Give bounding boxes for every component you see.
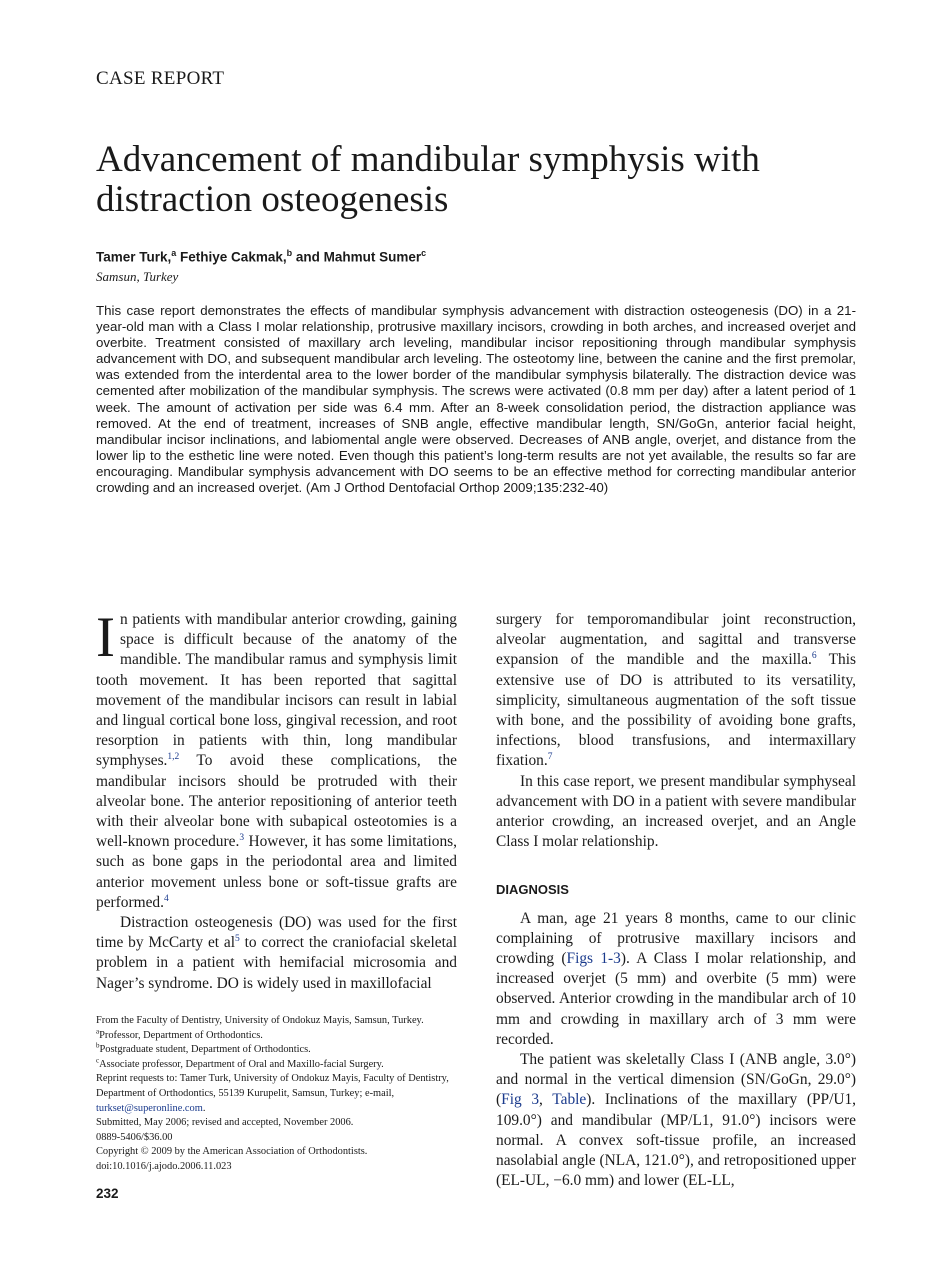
author-affiliation-mark: c <box>421 248 427 258</box>
citation-ref[interactable]: 4 <box>163 893 169 904</box>
citation-ref[interactable]: 1,2 <box>167 752 180 763</box>
footnote-reprint <box>96 1072 457 1116</box>
text-run: However, it has some limitations, such as bone gaps in the periodontal area and limited anterior movement unless bone or soft-tissue grafts are performed. <box>96 833 457 911</box>
footnote-text: Reprint requests to: Tamer Turk, University of Ondokuz Mayis, Faculty of Dentistry, Department of Orthodontics, 55139 Kurupelit, Samsun, Turkey; e-mail, <box>96 1073 449 1099</box>
figure-link[interactable]: Fig 3 <box>501 1091 540 1109</box>
paragraph-case-intro: In this case report, we present mandibular symphyseal advancement with DO in a patient with severe mandibular anterior crowding, an increased overjet, and an Angle Class I molar relationship. <box>496 772 856 851</box>
footnote-text: . <box>202 1102 206 1114</box>
author-name: Tamer Turk, <box>96 249 172 265</box>
table-link[interactable]: Table <box>552 1091 587 1109</box>
text-run: , <box>539 1091 553 1109</box>
text-run: to correct the craniofacial skeletal problem in a patient with hemifacial microsomia and Nager’s syndrome. DO is widely used in maxillofacial <box>96 934 457 992</box>
text-run: A man, age 21 years 8 months, came to our clinic complaining of protrusive maxillary incisors and crowding ( <box>496 909 856 968</box>
text-run: To avoid these complications, the mandibular incisors should be protruded with their alveolar bone. The anterior repositioning of anterior teeth with their alveolar bone with subapical osteotomies is a well-known procedure. <box>96 752 457 851</box>
paragraph-diagnosis <box>496 909 856 1050</box>
body-column-left <box>96 606 457 994</box>
section-label: CASE REPORT <box>96 68 225 89</box>
abstract: This case report demonstrates the effects of mandibular symphysis advancement with distraction osteogenesis (DO) in a 21-year-old man with a Class I molar relationship, protrusive maxillary incisors, crowding in both arches, and increased overjet and overbite. Treatment consisted of maxillary arch leveling, mandibular incisor repositioning through mandibular symphysis advancement with DO, and subsequent mandibular arch leveling. The osteotomy line, between the canine and the first premolar, was extended from the interdental area to the lower border of the mandibular symphysis bilaterally. The distraction device was cemented after mobilization of the mandibular symphysis. The screws were activated (0.8 mm per day) after a latent period of 1 week. The amount of activation per side was 6.4 mm. After an 8-week consolidation period, the distraction appliance was removed. At the end of treatment, increases of SNB angle, effective mandibular length, SN/GoGn, anterior facial height, mandibular incisor inclinations, and labiomental angle were observed. Decreases of ANB angle, overjet, and distance from the lower lip to the esthetic line were noted. Even though this patient’s long-term results are not yet available, the results so far are encouraging. Mandibular symphysis advancement with DO seems to be an effective method for correcting mandibular anterior crowding and an increased overjet. (Am J Orthod Dentofacial Orthop 2009;135:232-40) <box>96 303 856 496</box>
paragraph-skeletal <box>496 1050 856 1191</box>
footnote-text: Associate professor, Department of Oral and Maxillo-facial Surgery. <box>99 1058 384 1070</box>
citation-ref[interactable]: 6 <box>811 651 817 662</box>
text-run: ). Inclinations of the maxillary (PP/U1, 109.0°) and mandibular (MP/L1, 91.0°) incisors were normal. A convex soft-tissue profile, an increased nasolabial angle (NLA, 121.0°), and retropositioned upper (EL-UL, −6.0 mm) and lower (EL-LL, <box>496 1091 857 1190</box>
footnote-a <box>96 1029 457 1044</box>
text-run: ). A Class I molar relationship, and increased overjet (5 mm) and overbite (5 mm) were observed. Anterior crowding in the mandibular arch of 10 mm and crowding in maxillary arch of 3 mm were recorded. <box>496 950 856 1048</box>
author-affiliation-mark: a <box>171 248 177 258</box>
footnote-mark: c <box>96 1056 100 1065</box>
text-run: This extensive use of DO is attributed to its versatility, simplicity, simultaneous augmentation of the soft tissue with bone, and the possibility of avoiding bone grafts, infections, blood transfusions, and intermaxillary fixation. <box>496 651 857 770</box>
footnotes <box>96 1014 457 1175</box>
footnote-mark: b <box>96 1041 100 1050</box>
author-location: Samsun, Turkey <box>96 269 179 284</box>
footnote-c <box>96 1058 457 1073</box>
text-run: Distraction osteogenesis (DO) was used for the first time by McCarty et al <box>96 914 457 952</box>
footnote-text: Postgraduate student, Department of Orthodontics. <box>99 1044 311 1056</box>
footnote-doi: doi:10.1016/j.ajodo.2006.11.023 <box>96 1160 232 1172</box>
footnote-text: Professor, Department of Orthodontics. <box>99 1029 263 1041</box>
author-name: and Mahmut Sumer <box>292 249 422 265</box>
author-list <box>96 248 426 265</box>
footnote-mark: a <box>96 1027 100 1036</box>
paragraph-do-history-cont <box>496 610 856 772</box>
page-number: 232 <box>96 1186 119 1201</box>
footnote-issn: 0889-5406/$36.00 <box>96 1131 173 1143</box>
article-title: Advancement of mandibular symphysis with distraction osteogenesis <box>96 139 760 220</box>
author-affiliation-mark: b <box>286 248 293 258</box>
text-run: n patients with mandibular anterior crowding, gaining space is difficult because of the anatomy of the mandible. The mandibular ramus and symphysis limit tooth movement. It has been reported that sagittal movement of the mandibular incisors can result in labial and lingual cortical bone loss, gingival recession, and root resorption in patients with thin, long mandibular symphyses. <box>96 611 457 770</box>
citation-ref[interactable]: 7 <box>547 752 553 763</box>
footnote-copyright: Copyright © 2009 by the American Association of Orthodontists. <box>96 1146 368 1158</box>
text-run: The patient was skeletally Class I (ANB angle, 3.0°) and normal in the vertical dimension (SN/GoGn, 29.0°) ( <box>496 1051 856 1109</box>
figure-link[interactable]: Figs 1-3 <box>566 950 621 968</box>
author-name: Fethiye Cakmak, <box>176 249 287 265</box>
paragraph-intro <box>96 606 457 913</box>
citation-ref[interactable]: 5 <box>234 934 240 945</box>
footnote-submitted: Submitted, May 2006; revised and accepted, November 2006. <box>96 1117 354 1129</box>
text-run: surgery for temporomandibular joint reconstruction, alveolar augmentation, and sagittal and transverse expansion of the mandible and the maxilla. <box>496 611 856 669</box>
paragraph-do-history <box>96 913 457 994</box>
email-link[interactable]: turkset@superonline.com <box>96 1102 203 1114</box>
body-column-right <box>496 610 856 1191</box>
footnote-affiliation: From the Faculty of Dentistry, University of Ondokuz Mayis, Samsun, Turkey. <box>96 1015 424 1026</box>
citation-ref[interactable]: 3 <box>239 833 245 844</box>
footnote-b <box>96 1043 457 1058</box>
section-heading-diagnosis: DIAGNOSIS <box>496 882 569 898</box>
drop-cap: I <box>96 606 115 669</box>
